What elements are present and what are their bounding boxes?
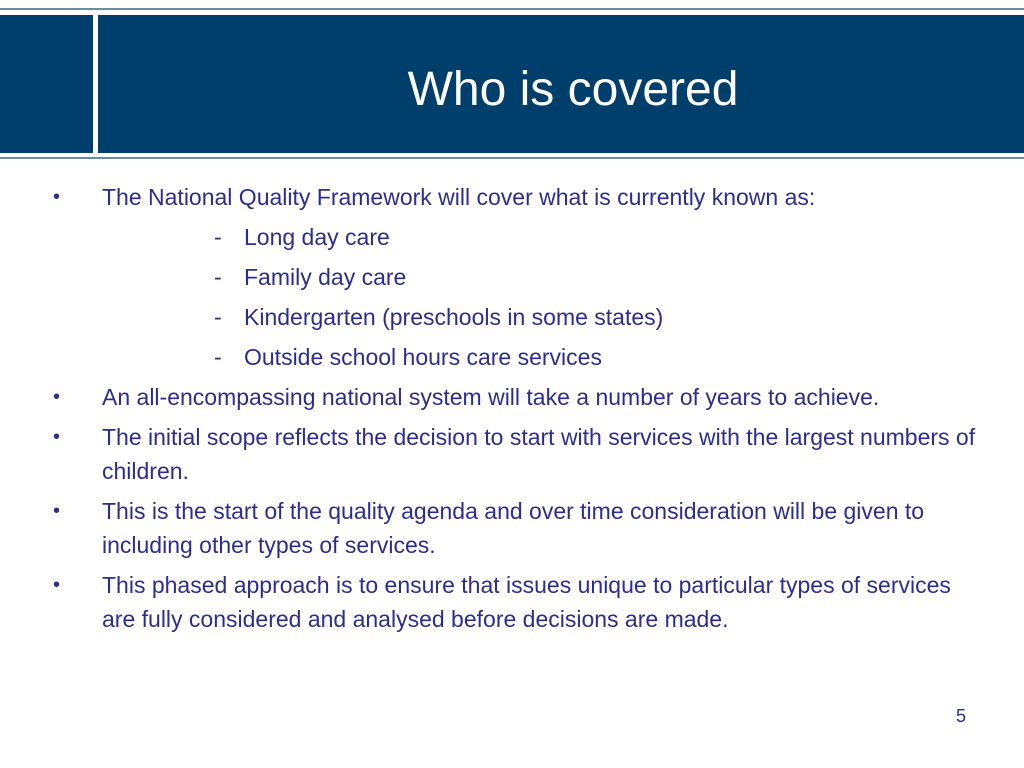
sub-item-text: Kindergarten (preschools in some states) — [244, 304, 664, 330]
bottom-divider-line — [0, 157, 1024, 159]
dash-marker: - — [214, 344, 222, 370]
bullet-dot-icon: • — [53, 500, 61, 522]
bullet-item-3 — [0, 420, 1024, 488]
sub-item-outside-school-hours — [102, 340, 984, 374]
page-number: 5 — [955, 706, 966, 726]
sub-item-text: Outside school hours care services — [244, 344, 602, 370]
bullet-text: An all-encompassing national system will take a number of years to achieve. — [102, 384, 880, 410]
sub-list — [102, 220, 984, 374]
slide-body — [0, 180, 1024, 642]
dash-marker: - — [214, 264, 222, 290]
dash-marker: - — [214, 304, 222, 330]
bullet-text: This is the start of the quality agenda and over time consideration will be given to including other types of services. — [102, 498, 925, 558]
bullet-dot-icon: • — [53, 186, 61, 208]
bullet-item-5 — [0, 568, 1024, 636]
bullet-text: This phased approach is to ensure that issues unique to particular types of services are fully considered and analysed before decisions are made. — [102, 572, 951, 632]
sub-item-kindergarten — [102, 300, 984, 334]
sub-item-family-day-care — [102, 260, 984, 294]
bullet-dot-icon: • — [53, 574, 61, 596]
title-banner — [0, 15, 1024, 153]
sub-item-text: Family day care — [244, 264, 407, 290]
bullet-item-1 — [0, 180, 1024, 374]
bullet-item-2 — [0, 380, 1024, 414]
bullet-dot-icon: • — [53, 426, 61, 448]
slide-title: Who is covered — [407, 63, 739, 116]
sub-item-text: Long day care — [244, 224, 390, 250]
dash-marker: - — [214, 224, 222, 250]
top-divider-line — [0, 8, 1024, 10]
bullet-dot-icon: • — [53, 386, 61, 408]
bullet-text: The National Quality Framework will cover what is currently known as: — [102, 184, 816, 210]
sub-item-long-day-care — [102, 220, 984, 254]
title-banner-left-block — [0, 15, 88, 153]
bullet-item-4 — [0, 494, 1024, 562]
bullet-text: The initial scope reflects the decision to start with services with the largest numbers of children. — [102, 424, 976, 484]
